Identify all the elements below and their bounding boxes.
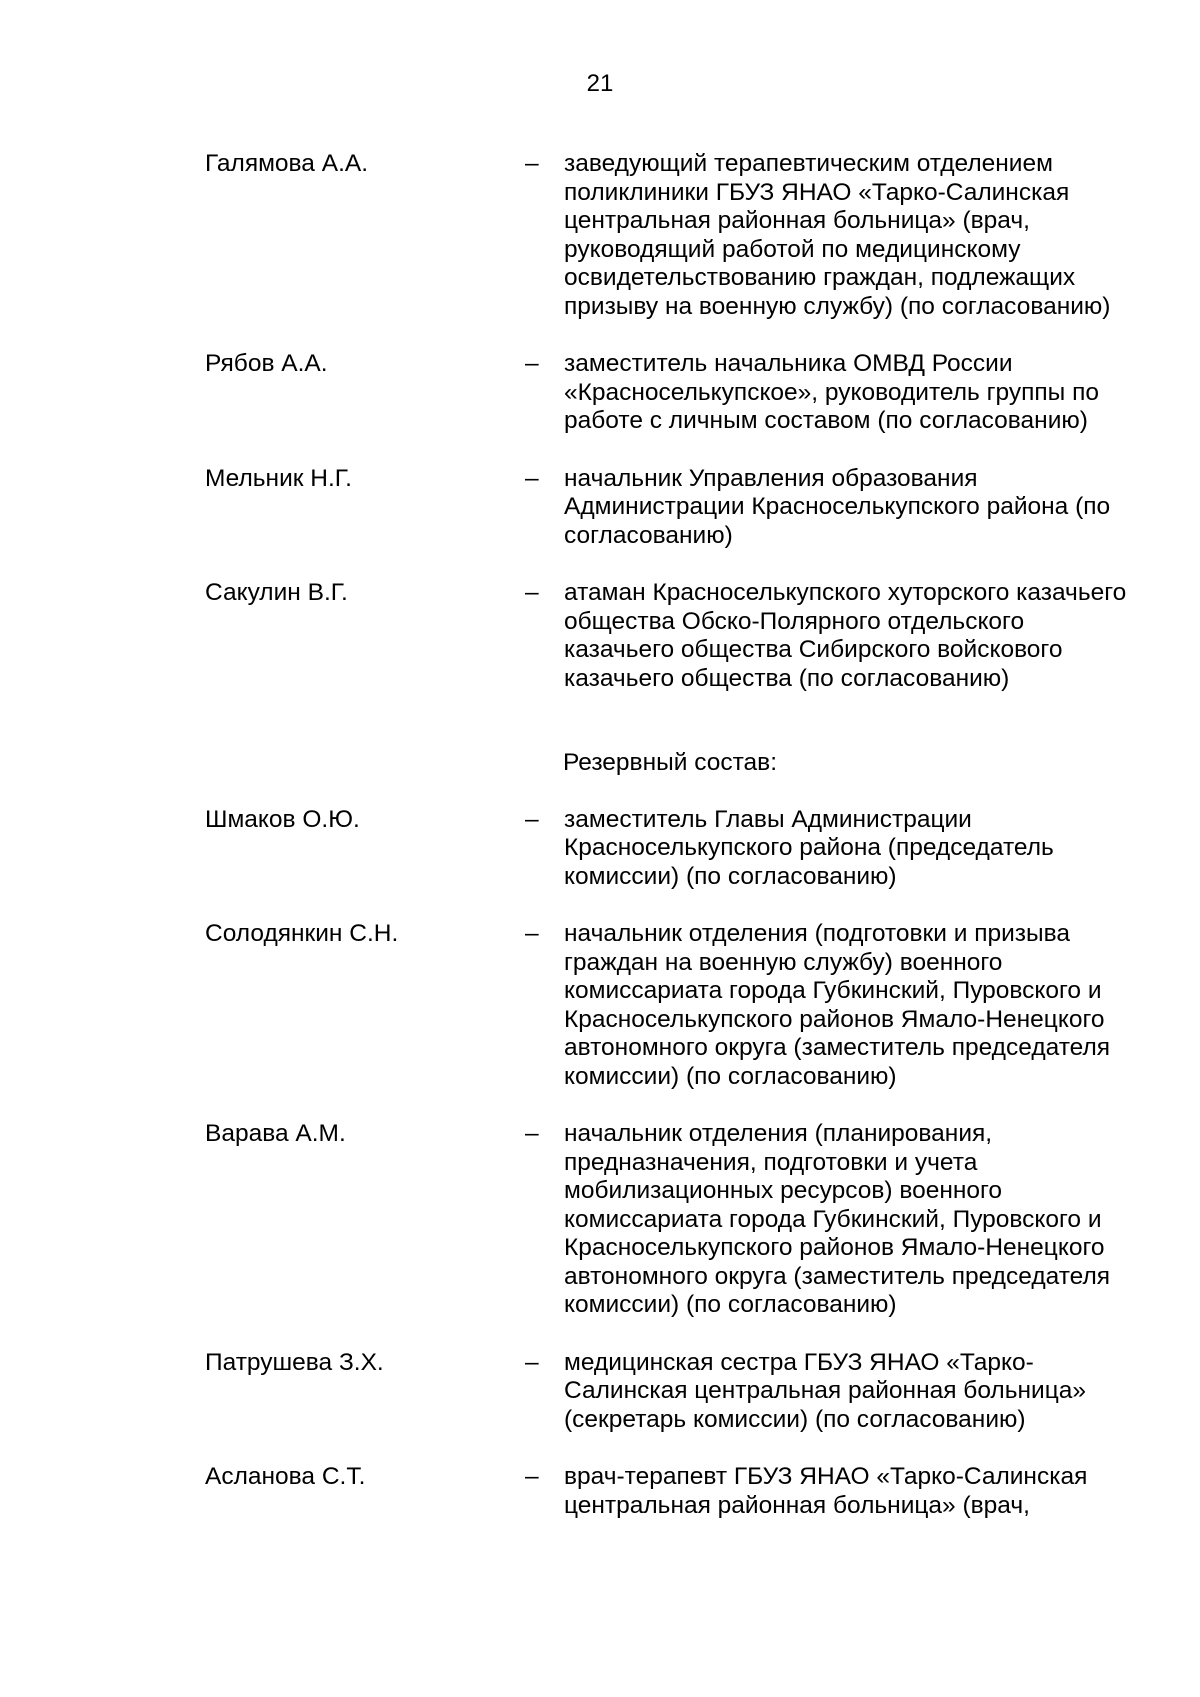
member-name: Сакулин В.Г. <box>205 579 348 606</box>
member-description: заведующий терапевтическим отделением поликлиники ГБУЗ ЯНАО «Тарко-Салинская центральная районная больница» (врач, руководящий работой по медицинскому освидетельствованию граждан, подлежащих призыву на военную службу) (по согласованию) <box>564 150 1111 320</box>
dash-separator: – <box>525 150 539 177</box>
dash-separator: – <box>525 464 539 492</box>
member-entry <box>205 465 1155 551</box>
member-entry <box>205 350 1155 436</box>
commission-member-list <box>205 150 1155 1549</box>
page-number: 21 <box>586 70 614 97</box>
reserve-member-entry <box>205 920 1155 1091</box>
member-name: Асланова С.Т. <box>205 1463 366 1490</box>
reserve-member-entry <box>205 806 1155 892</box>
dash-separator: – <box>525 1463 539 1490</box>
reserve-member-entry <box>205 1120 1155 1320</box>
member-name: Варава А.М. <box>205 1120 346 1147</box>
dash-separator: – <box>525 350 539 377</box>
member-description: начальник отделения (планирования, предназначения, подготовки и учета мобилизационных ресурсов) военного комиссариата города Губкинский, Пуровского и Красноселькупского районов Ямало-Ненецкого автономного округа (заместитель председателя комиссии) (по согласованию) <box>564 1120 1111 1318</box>
member-name: Галямова А.А. <box>205 150 369 177</box>
reserve-section-heading: Резервный состав: <box>563 749 778 776</box>
member-description: начальник отделения (подготовки и призыва граждан на военную службу) военного комиссариата города Губкинский, Пуровского и Красноселькупского районов Ямало-Ненецкого автономного округа (заместитель председателя комиссии) (по согласованию) <box>564 920 1111 1090</box>
member-description: заместитель начальника ОМВД России «Красноселькупское», руководитель группы по работе с личным составом (по согласованию) <box>564 350 1099 434</box>
member-description: медицинская сестра ГБУЗ ЯНАО «Тарко-Салинская центральная районная больница» (секретарь комиссии) (по согласованию) <box>564 1348 1086 1433</box>
member-description: начальник Управления образования Администрации Красноселькупского района (по согласованию) <box>564 464 1111 549</box>
dash-separator: – <box>525 1120 539 1147</box>
member-name: Солодянкин С.Н. <box>205 920 399 947</box>
reserve-member-entry <box>205 1463 1155 1520</box>
dash-separator: – <box>525 579 539 606</box>
member-description: заместитель Главы Администрации Красноселькупского района (председатель комиссии) (по согласованию) <box>564 805 1054 890</box>
member-entry <box>205 579 1155 693</box>
member-description: врач-терапевт ГБУЗ ЯНАО «Тарко-Салинская центральная районная больница» (врач, <box>564 1463 1088 1519</box>
member-name: Рябов А.А. <box>205 350 328 377</box>
dash-separator: – <box>525 805 539 833</box>
dash-separator: – <box>525 920 539 947</box>
member-entry <box>205 150 1155 321</box>
member-name: Шмаков О.Ю. <box>205 805 360 833</box>
reserve-member-entry <box>205 1349 1155 1435</box>
member-name: Патрушева З.Х. <box>205 1348 384 1376</box>
member-description: атаман Красноселькупского хуторского казачьего общества Обско-Полярного отдельского казачьего общества Сибирского войскового казачьего общества (по согласованию) <box>564 579 1127 692</box>
member-name: Мельник Н.Г. <box>205 464 352 492</box>
dash-separator: – <box>525 1348 539 1376</box>
